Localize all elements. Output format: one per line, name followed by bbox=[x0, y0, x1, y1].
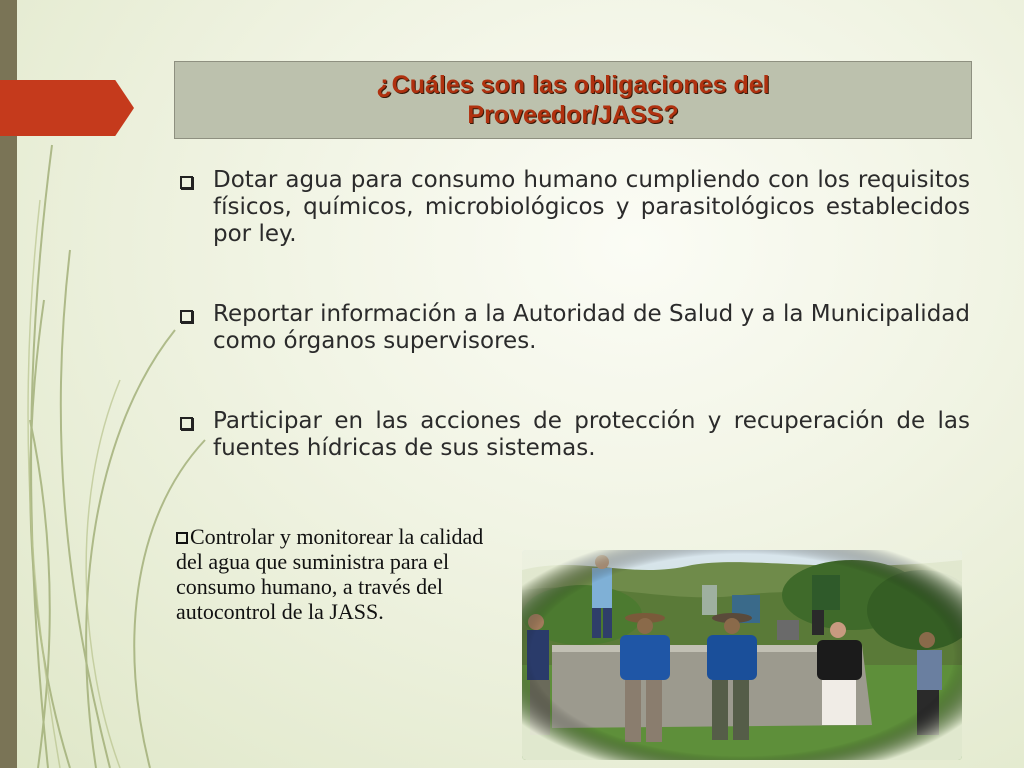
checkbox-bullet-icon bbox=[180, 310, 193, 323]
side-bullet bbox=[176, 524, 496, 624]
checkbox-bullet-icon bbox=[180, 176, 193, 189]
title-line-2: Proveedor/JASS? bbox=[467, 101, 679, 129]
slide-title bbox=[313, 70, 833, 130]
title-line-1: ¿Cuáles son las obligaciones del bbox=[376, 71, 770, 99]
bullet-item bbox=[180, 167, 970, 248]
bullet-item bbox=[180, 301, 970, 355]
bullet-item bbox=[180, 408, 970, 462]
community-water-tank-photo bbox=[522, 550, 962, 760]
bullet-text: Dotar agua para consumo humano cumpliendo con los requisitos físicos, químicos, microbiológicos y parasitológicos establecidos por ley. bbox=[213, 167, 970, 247]
bullet-text: Participar en las acciones de protección y recuperación de las fuentes hídricas de sus sistemas. bbox=[213, 408, 970, 461]
side-bullet-text: Controlar y monitorear la calidad del agua que suministra para el consumo humano, a través del autocontrol de la JASS. bbox=[176, 524, 484, 624]
bullet-text: Reportar información a la Autoridad de Salud y a la Municipalidad como órganos supervisores. bbox=[213, 301, 970, 354]
bullet-list bbox=[180, 167, 970, 515]
title-box bbox=[174, 61, 972, 139]
checkbox-bullet-icon bbox=[180, 417, 193, 430]
checkbox-bullet-icon bbox=[176, 532, 188, 544]
red-arrow-tab bbox=[0, 80, 134, 136]
